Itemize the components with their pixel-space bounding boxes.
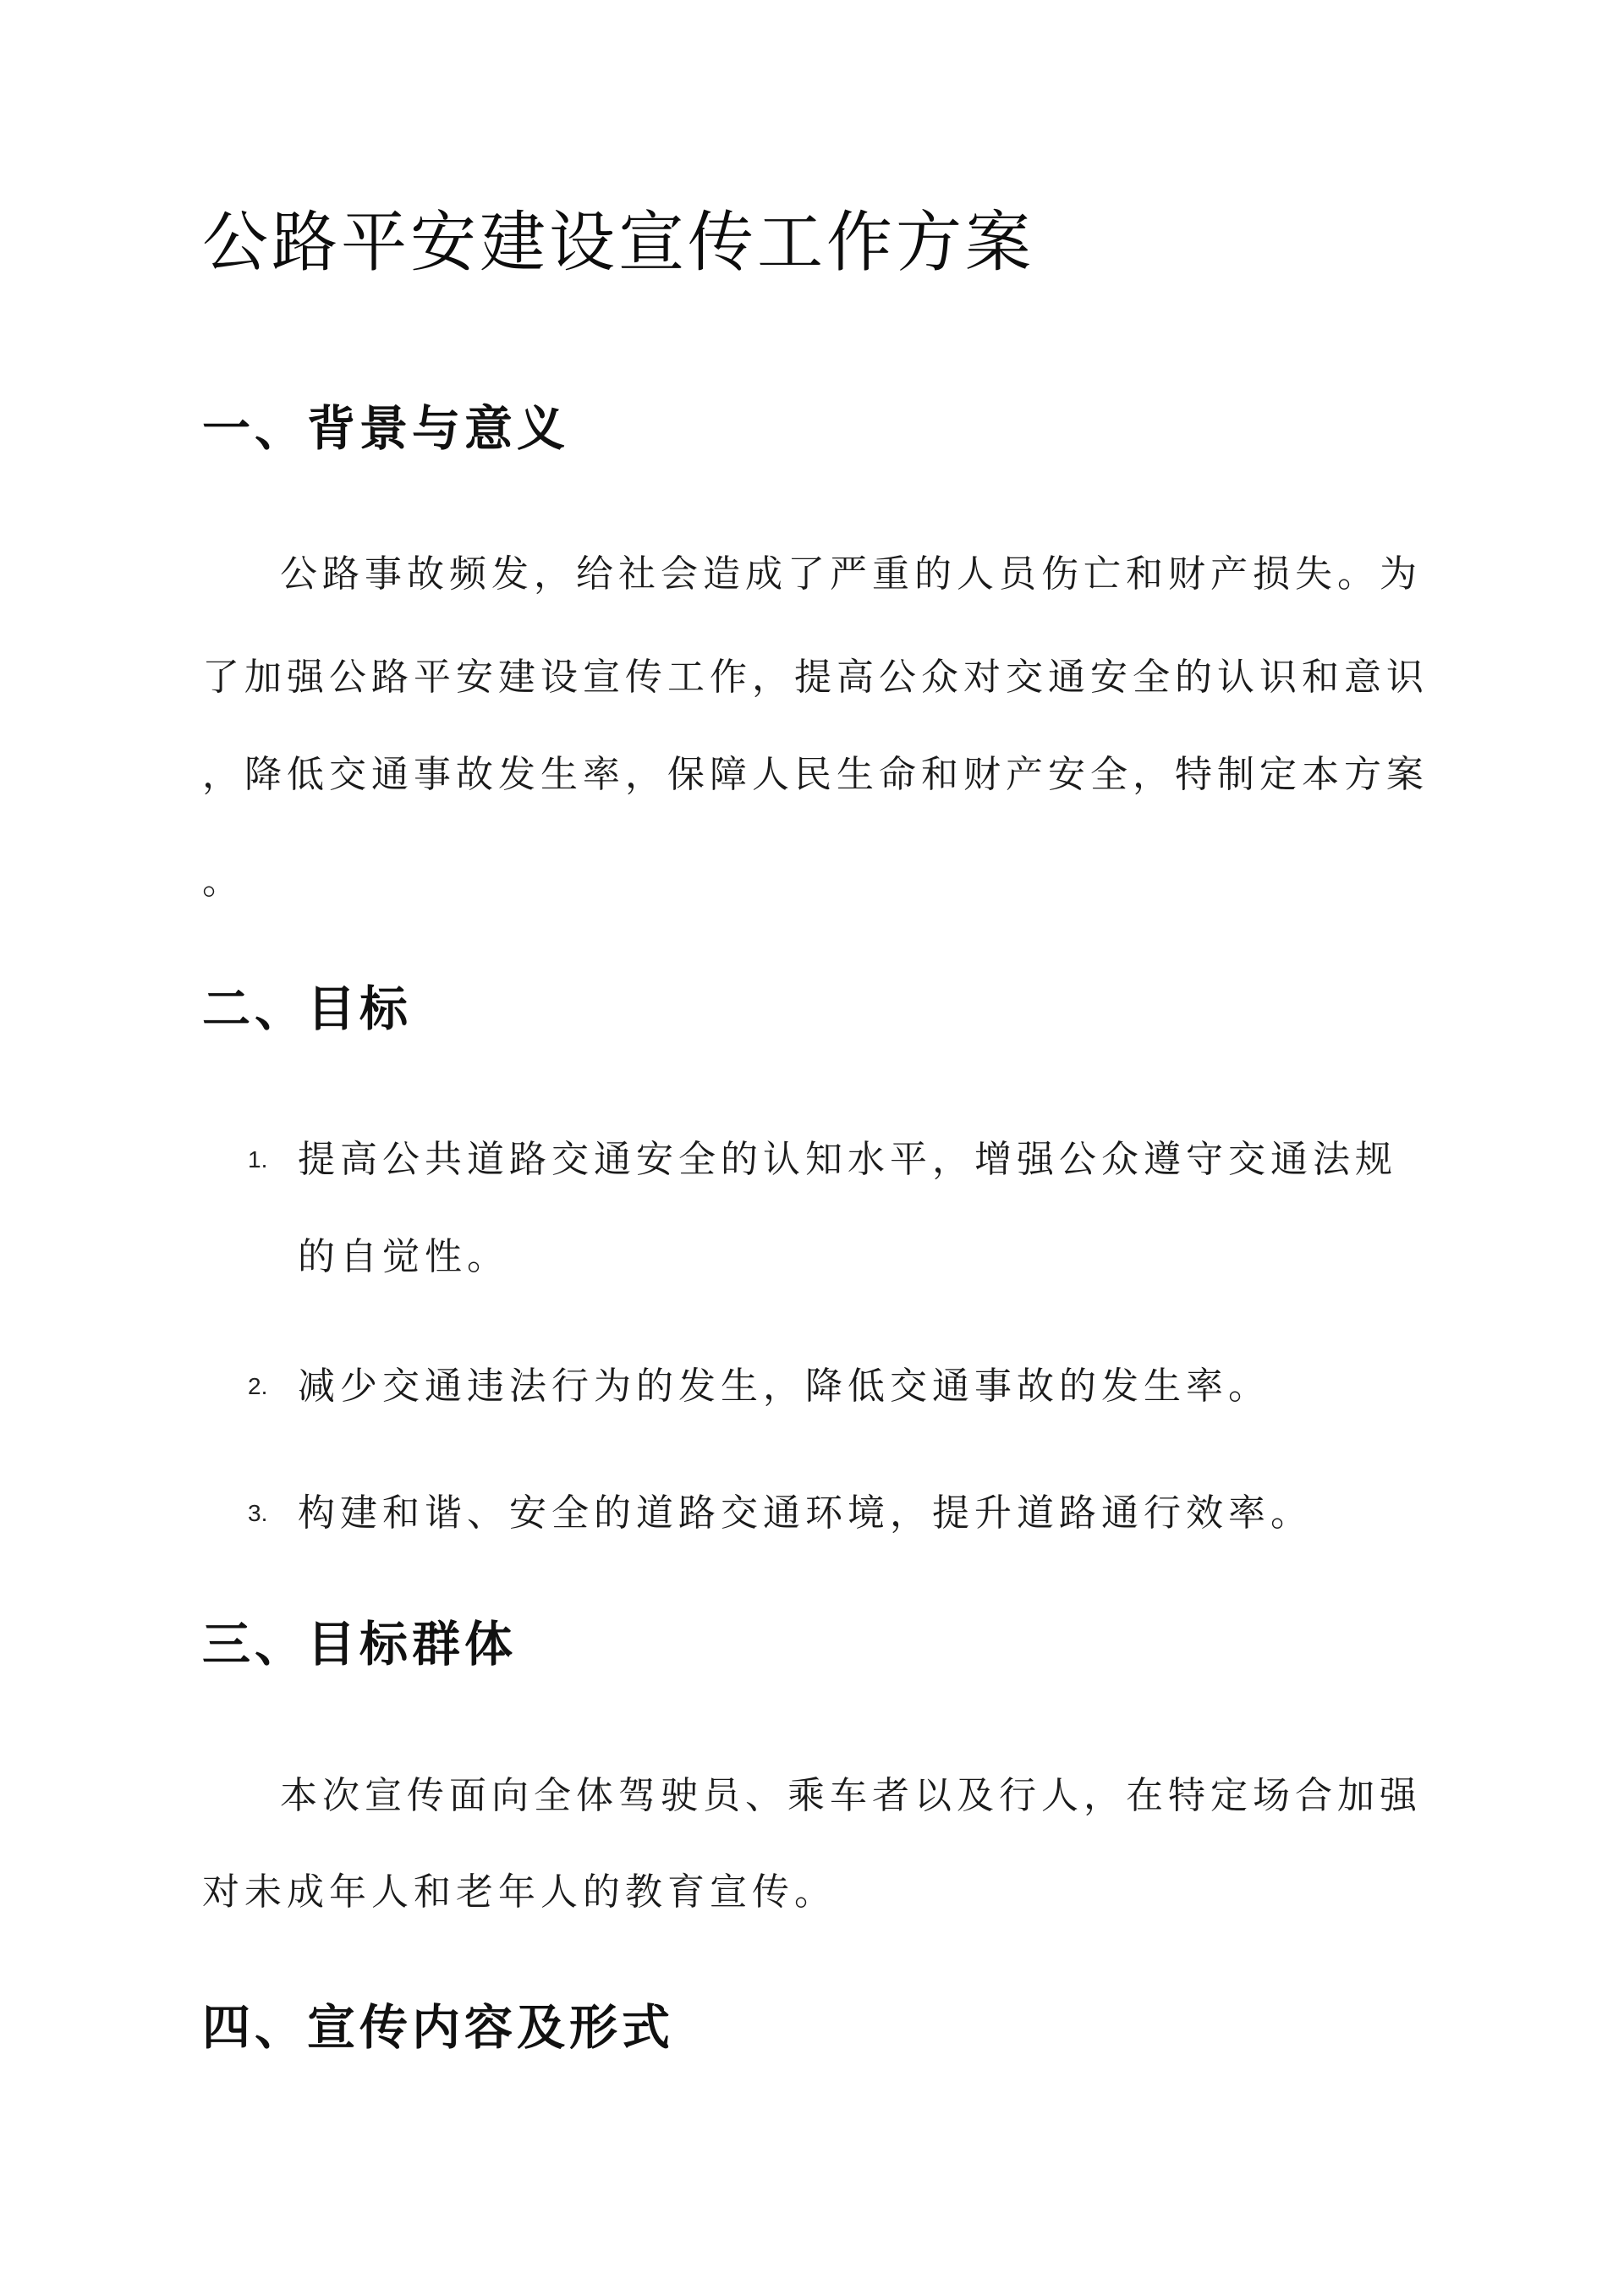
list-item-number: 2. — [248, 1373, 268, 1399]
paragraph-line: 。 — [202, 860, 244, 903]
list-item-number: 1. — [248, 1146, 268, 1173]
section-heading-content-and-forms: 四、宣传内容及形式 — [202, 1999, 674, 2056]
paragraph-line: 对未成年人和老年人的教育宣传。 — [202, 1870, 837, 1914]
list-item-text: 构建和谐、安全的道路交通环境，提升道路通行效率。 — [298, 1491, 1313, 1535]
section-heading-background: 一、背景与意义 — [202, 400, 569, 457]
section-heading-target-groups: 三、目标群体 — [202, 1616, 517, 1673]
list-item-text: 提高公共道路交通安全的认知水平，增强公众遵守交通法规 — [298, 1138, 1397, 1181]
paragraph-line: 了加强公路平安建设宣传工作，提高公众对交通安全的认识和意识 — [202, 656, 1429, 699]
paragraph-line: ，降低交通事故发生率，保障人民生命和财产安全，特制定本方案 — [202, 753, 1429, 796]
document-title: 公路平安建设宣传工作方案 — [202, 205, 1035, 281]
list-item-text: 减少交通违法行为的发生，降低交通事故的发生率。 — [298, 1365, 1270, 1408]
paragraph-line: 公路事故频发，给社会造成了严重的人员伤亡和财产损失。为 — [280, 552, 1422, 596]
paragraph-line: 本次宣传面向全体驾驶员、乘车者以及行人，在特定场合加强 — [280, 1774, 1422, 1817]
list-item-text: 的自觉性。 — [298, 1235, 509, 1278]
list-item-number: 3. — [248, 1500, 268, 1526]
section-heading-goals: 二、目标 — [202, 980, 412, 1037]
